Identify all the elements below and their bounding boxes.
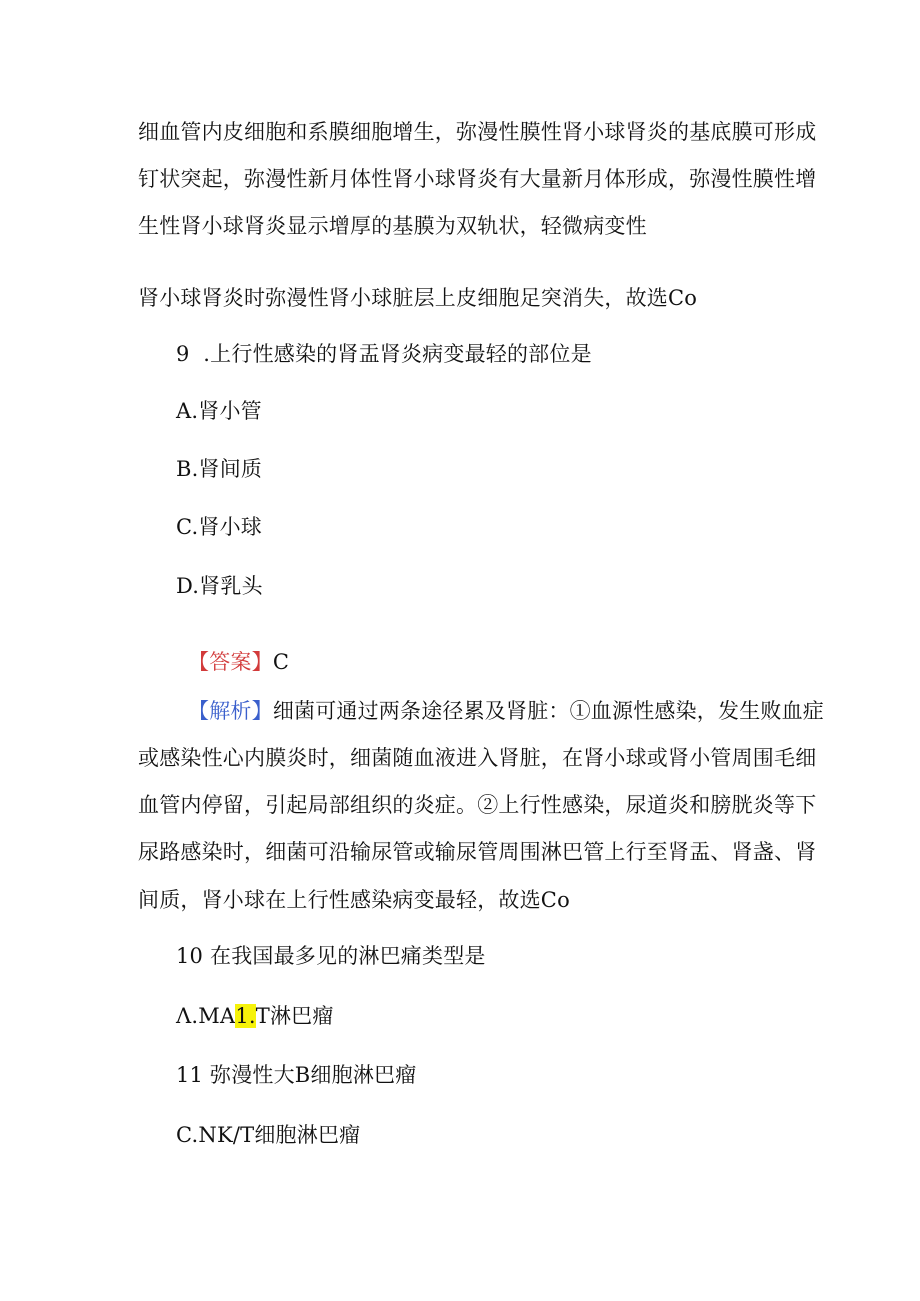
analysis-line	[188, 697, 824, 725]
option-b: B.肾间质	[176, 457, 263, 481]
paragraph-line: 钉状突起，弥漫性新月体性肾小球肾炎有大量新月体形成，弥漫性膜性增	[138, 167, 817, 191]
paragraph-line: 生性肾小球肾炎显示增厚的基膜为双轨状，轻微病变性	[138, 214, 647, 238]
option-c: C.肾小球	[176, 515, 262, 539]
analysis-tag: 【解析】	[188, 699, 273, 723]
question-stem: 9 .上行性感染的肾盂肾炎病变最轻的部位是	[176, 342, 592, 366]
option-b: 11 弥漫性大B细胞淋巴瘤	[176, 1063, 417, 1087]
option-a	[176, 1002, 334, 1030]
paragraph-line: 肾小球肾炎时弥漫性肾小球脏层上皮细胞足突消失，故选Co	[138, 286, 698, 310]
paragraph-line: 细血管内皮细胞和系膜细胞增生，弥漫性膜性肾小球肾炎的基底膜可形成	[138, 120, 817, 144]
question-stem: 10 在我国最多见的淋巴痛类型是	[176, 944, 486, 968]
option-d: D.肾乳头	[176, 574, 263, 598]
option-a-prefix: Λ.MA	[176, 1004, 236, 1028]
answer-value: C	[272, 650, 290, 674]
analysis-text: 细菌可通过两条途径累及肾脏：①血源性感染，发生败血症	[272, 699, 825, 723]
analysis-line: 尿路感染时，细菌可沿输尿管或输尿管周围淋巴管上行至肾盂、肾盏、肾	[138, 840, 817, 864]
option-a-suffix: T淋巴瘤	[255, 1004, 334, 1028]
answer-line	[188, 648, 289, 676]
analysis-line: 血管内停留，引起局部组织的炎症。②上行性感染，尿道炎和膀胱炎等下	[138, 793, 817, 817]
analysis-line: 或感染性心内膜炎时，细菌随血液进入肾脏，在肾小球或肾小管周围毛细	[138, 746, 817, 770]
analysis-line: 间质，肾小球在上行性感染病变最轻，故选Co	[138, 888, 570, 912]
option-a: A.肾小管	[176, 399, 262, 423]
option-c: C.NK/T细胞淋巴瘤	[176, 1123, 361, 1147]
answer-tag: 【答案】	[188, 650, 273, 674]
highlighted-text: 1.	[235, 1004, 256, 1028]
